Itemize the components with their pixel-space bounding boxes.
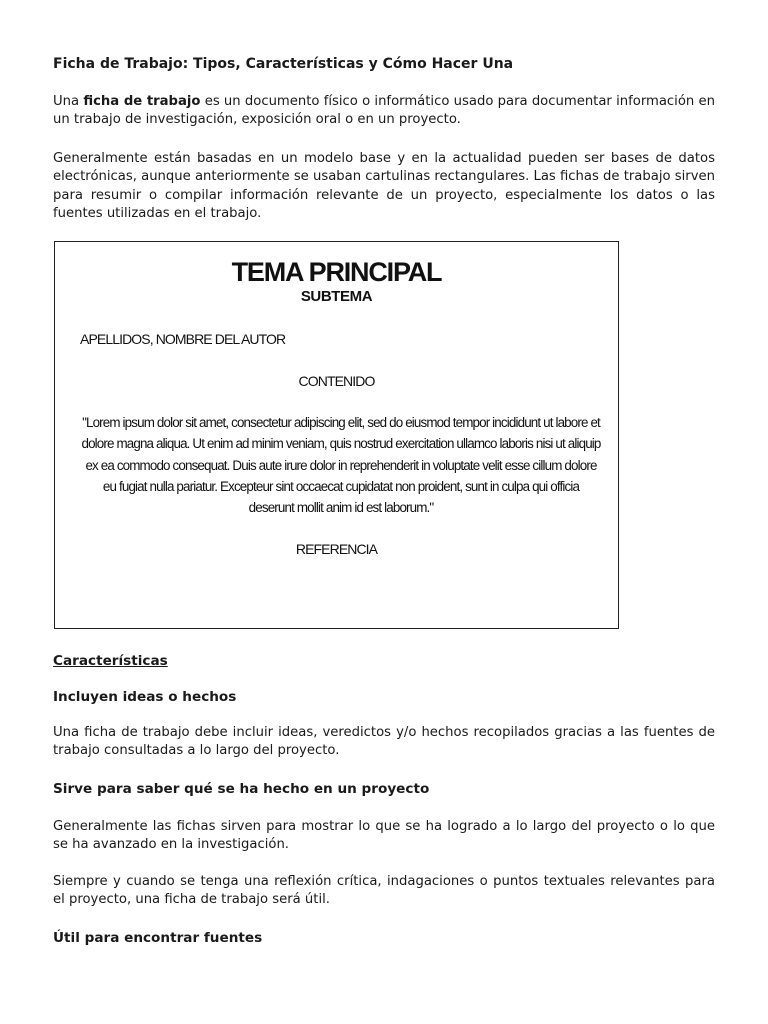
document-title: Ficha de Trabajo: Tipos, Características y Cómo Hacer Una: [53, 56, 514, 72]
card-title: TEMA PRINCIPAL: [231, 257, 442, 287]
intro-suffix: es un documento físico o informático usado para documentar información en un trabajo de investigación, exposición oral o en un proyecto.: [53, 94, 715, 128]
card-subtitle: SUBTEMA: [300, 288, 373, 305]
card-lorem-text: "Lorem ipsum dolor sit amet, consectetur adipiscing elit, sed do eiusmod tempor incididunt ut labore et dolore magna aliqua. Ut enim ad minim veniam, quis nostrud exercitation ullamco laboris nisi ut aliquip ex ea commodo consequat. Duis aute irure dolor in reprehenderit in voluptate velit esse cillum dolore eu fugiat nulla pariatur. Excepteur sint occaecat cupidatat non proident, sunt in culpa qui officia deserunt mollit anim id est laborum.": [81, 415, 601, 516]
card-author: APELLIDOS, NOMBRE DEL AUTOR: [80, 331, 286, 347]
paragraph-ideas-hechos: Una ficha de trabajo debe incluir ideas, veredictos y/o hechos recopilados gracias a las fuentes de trabajo consultadas a lo largo del proyecto.: [53, 725, 715, 759]
paragraph-saber-proyecto-1: Generalmente las fichas sirven para mostrar lo que se ha logrado a lo largo del proyecto o lo que se ha avanzado en la investigación.: [53, 819, 715, 853]
subheading-saber-proyecto: Sirve para saber qué se ha hecho en un proyecto: [53, 781, 430, 797]
paragraph-saber-proyecto-2: Siempre y cuando se tenga una reflexión crítica, indagaciones o puntos textuales relevantes para el proyecto, una ficha de trabajo será útil.: [53, 874, 715, 908]
work-card-example: [54, 241, 619, 629]
intro-paragraph: [53, 93, 715, 130]
paragraph-2: Generalmente están basadas en un modelo base y en la actualidad pueden ser bases de datos electrónicas, aunque anteriormente se usaban cartulinas rectangulares. Las fichas de trabajo sirven para resumir o compilar información relevante de un proyecto, especialmente los datos o las fuentes utilizadas en el trabajo.: [53, 151, 716, 222]
subheading-ideas-hechos: Incluyen ideas o hechos: [53, 689, 237, 705]
intro-bold-term: ficha de trabajo: [83, 94, 201, 109]
intro-prefix: Una: [53, 94, 84, 109]
card-reference: REFERENCIA: [295, 541, 378, 557]
section-heading-caracteristicas: Características: [53, 653, 168, 669]
subheading-encontrar-fuentes: Útil para encontrar fuentes: [53, 930, 263, 946]
card-content-label: CONTENIDO: [298, 373, 375, 389]
